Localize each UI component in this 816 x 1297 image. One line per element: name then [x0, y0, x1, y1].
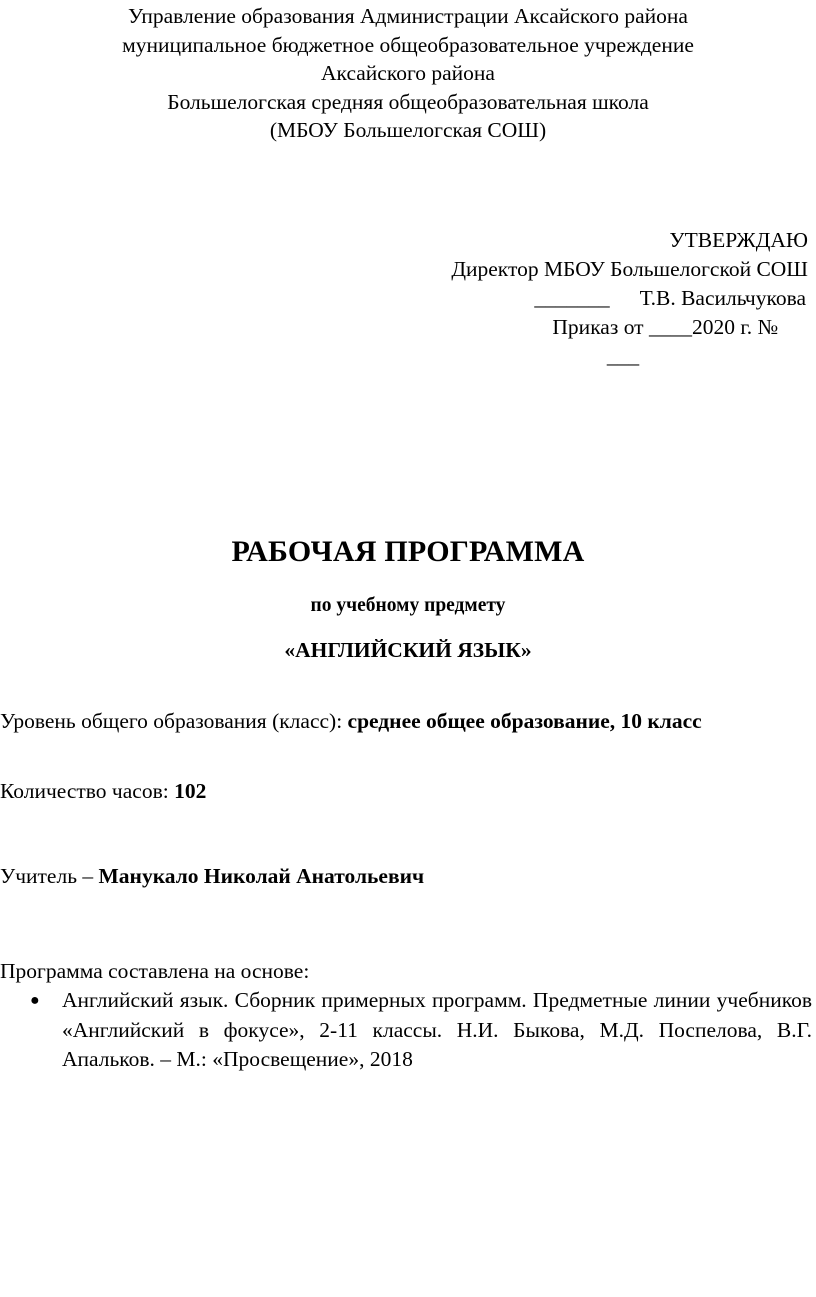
hours-value: 102: [174, 779, 207, 803]
education-level: [0, 707, 702, 735]
document-title: РАБОЧАЯ ПРОГРАММА: [231, 535, 585, 568]
signature-blank: _______: [534, 286, 610, 310]
header-line-5: (МБОУ Большелогская СОШ): [269, 118, 547, 142]
list-item: [0, 986, 816, 1075]
approval-block: [288, 226, 808, 371]
program-basis: [0, 957, 816, 1075]
order-text: Приказ от ____2020 г. №: [552, 315, 778, 339]
approval-position: Директор МБОУ Большелогской СОШ: [451, 257, 808, 281]
approval-signature-line: [288, 284, 808, 313]
document-subtitle: по учебному предмету: [310, 595, 506, 616]
bullet-icon: ●: [30, 992, 40, 1009]
basis-heading: Программа составлена на основе:: [0, 959, 310, 983]
approval-order: [288, 313, 808, 342]
teacher-name: Манукало Николай Анатольевич: [98, 864, 425, 888]
subject-name: «АНГЛИЙСКИЙ ЯЗЫК»: [284, 638, 532, 662]
director-name: Т.В. Васильчукова: [639, 286, 806, 310]
header-line-2: муниципальное бюджетное общеобразовательное учреждение: [122, 32, 694, 57]
education-level-value: среднее общее образование, 10 класс: [347, 709, 702, 733]
hours-label: Количество часов:: [0, 779, 175, 803]
hours-count: [0, 777, 206, 805]
basis-item-text: Английский язык. Сборник примерных программ. Предметные линии учебников «Английский в фокусе», 2-11 классы. Н.И. Быкова, М.Д. Поспелова, В.Г. Апальков. – М.: «Просвещение», 2018: [62, 988, 812, 1071]
header-line-3: Аксайского района: [321, 61, 495, 85]
header-line-4: Большелогская средняя общеобразовательная школа: [167, 89, 649, 114]
approval-heading: УТВЕРЖДАЮ: [669, 228, 808, 252]
header-line-1: Управление образования Администрации Аксайского района: [128, 4, 688, 28]
education-level-label: Уровень общего образования (класс):: [0, 709, 348, 733]
order-number-line: [288, 342, 808, 371]
order-number-blank: ___: [606, 344, 640, 368]
teacher-label: Учитель –: [0, 864, 99, 888]
institution-header: [0, 2, 816, 145]
basis-list: [0, 986, 816, 1075]
teacher: [0, 862, 424, 890]
